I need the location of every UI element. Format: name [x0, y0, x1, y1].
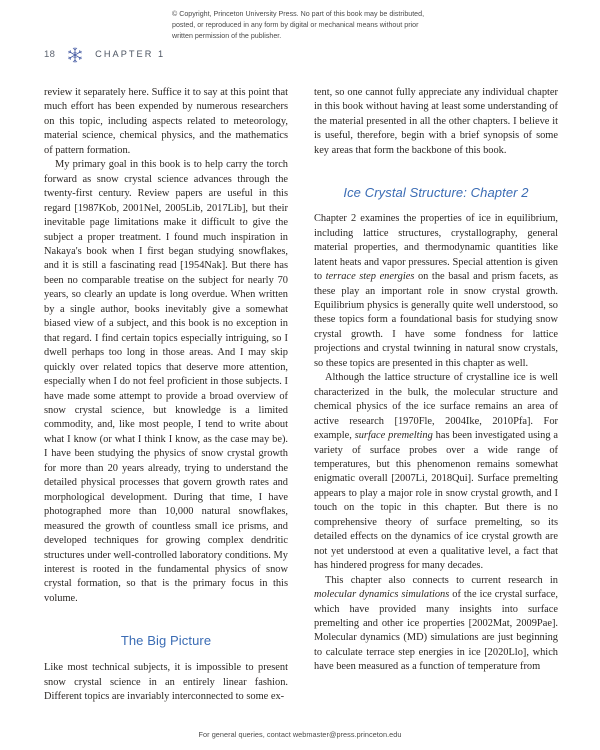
section-heading-ice-crystal-structure: Ice Crystal Structure: Chapter 2: [343, 185, 529, 201]
paragraph: tent, so one cannot fully appreciate any individual chapter in this book without having at least some understanding of the material presented in all the other chapters. I believe it is useful, therefore, begin with a brief synopsis of some key areas that form the backbone of this book.: [314, 87, 558, 156]
right-column: [314, 86, 558, 706]
section-heading-block: [314, 158, 558, 212]
section-heading-the-big-picture: The Big Picture: [120, 633, 212, 649]
emphasis-molecular-dynamics-simulations: molecular dynamics simulations: [314, 589, 450, 601]
paragraph-text: Although the lattice structure of crystalline ice is well characterized in the bulk, the molecular structure and chemical physics of the ice surface remains an area of active research [1970Fle, 2004Ike, 2010Pfa]. For example,: [314, 372, 558, 442]
section-heading-block: [44, 606, 288, 661]
paragraph-text: of the ice crystal surface, which have provided many insights into surface premelting and other ice properties [2002Mat, 2009Pae]. Molecular dynamics (MD) simulations are just beginning to calculate terrace step energies in ice [2020Llo], which have been measured as a function of temperature from: [314, 589, 558, 673]
running-head: [44, 46, 165, 64]
paragraph-text: This chapter also connects to current research in: [325, 574, 558, 586]
paragraph: review it separately here. Suffice it to say at this point that much effort has been expended by numerous researchers on this topic, including aspects related to meteorology, material science, chemical physics, and the mathematics of pattern formation.: [44, 87, 288, 156]
chapter-label: CHAPTER 1: [95, 49, 166, 60]
paragraph-text: Chapter 2 examines the properties of ice in equilibrium, including lattice structures, crystallography, general material properties, and thermodynamic quantities like latent heats and vapor pressures. Special attention is given to: [314, 213, 558, 283]
paragraph: [314, 574, 558, 675]
footer-queries-note: For general queries, contact webmaster@press.princeton.edu: [198, 730, 402, 739]
paragraph-text: has been investigated using a variety of surface probes over a wide range of temperatures, but this phenomenon remains somewhat enigmatic overall [2007Li, 2018Qui]. Surface premelting appears to play a major role in snow crystal growth, and I touch on the topic in this chapter. But there is no comprehensive theory of surface premelting, so its detailed effects on the dynamics of ice crystal growth are not yet understood at even a qualitative level, a fact that has hindered progress for many decades.: [314, 430, 559, 572]
page-number: 18: [44, 49, 56, 61]
paragraph: My primary goal in this book is to help carry the torch forward as snow crystal science advances through the twenty-first century. Review papers are useful in this regard [1987Kob, 2001Nel, 2005Lib, 2017Lib], but their inevitable page limitations make it difficult to give the subject a proper treatment. I found much inspiration in Nakaya's book when I first began studying snowflakes, and it is still a fascinating read [1954Nak]. But there has been no comparable treatise on the subject for nearly 70 years, so clearly an update is long overdue. When written by a single author, books inevitably give a somewhat biased view of a subject, and this book is no exception in that regard. I find certain topics especially intriguing, so I dwell perhaps too long in those areas. And I may skip quickly over related topics that deserve more attention, especially when I do not feel proficient in those subjects. I have made some attempt to provide a broad overview of snow crystal science, but knowledge is a limited commodity, and, like most people, I tend to write about what I know (or what I think I know, as the case may be). I have been studying the physics of snow crystal growth for more than 20 years already, trying to understand the detailed physical processes that govern growth rates and morphological development. During that time, I have photographed more than 10,000 natural snowflakes, measured the growth of countless small ice prisms, and developed techniques for growing complex dendritic structures under well-controlled laboratory conditions. My interest is rooted in the fundamental physics of snow crystal formation, so that is the primary focus in this volume.: [44, 159, 288, 604]
left-column: [44, 86, 288, 706]
copyright-notice: © Copyright, Princeton University Press. No part of this book may be distributed, posted, or reproduced in any form by digital or mechanical means without prior written permission of the publisher.: [172, 10, 425, 41]
paragraph: [314, 371, 558, 573]
emphasis-terrace-step-energies: terrace step energies: [325, 271, 415, 283]
paragraph-text: on the basal and prism facets, as these play an important role in snow crystal growth. Equilibrium physics is generally quite well understood, so these topics form a foundational basis for studying snow crystal growth. I have some fondness for lattice projections and crystal twinning in natural snow crystals, so these topics are presented in this chapter as well.: [314, 271, 558, 369]
snowflake-icon: [66, 46, 84, 64]
two-column-body: [44, 86, 558, 706]
paragraph: [314, 212, 558, 371]
emphasis-surface-premelting: surface premelting: [354, 430, 433, 442]
paragraph: Like most technical subjects, it is impossible to present snow crystal science in an entirely linear fashion. Different topics are invariably interconnected to some ex-: [44, 662, 288, 703]
